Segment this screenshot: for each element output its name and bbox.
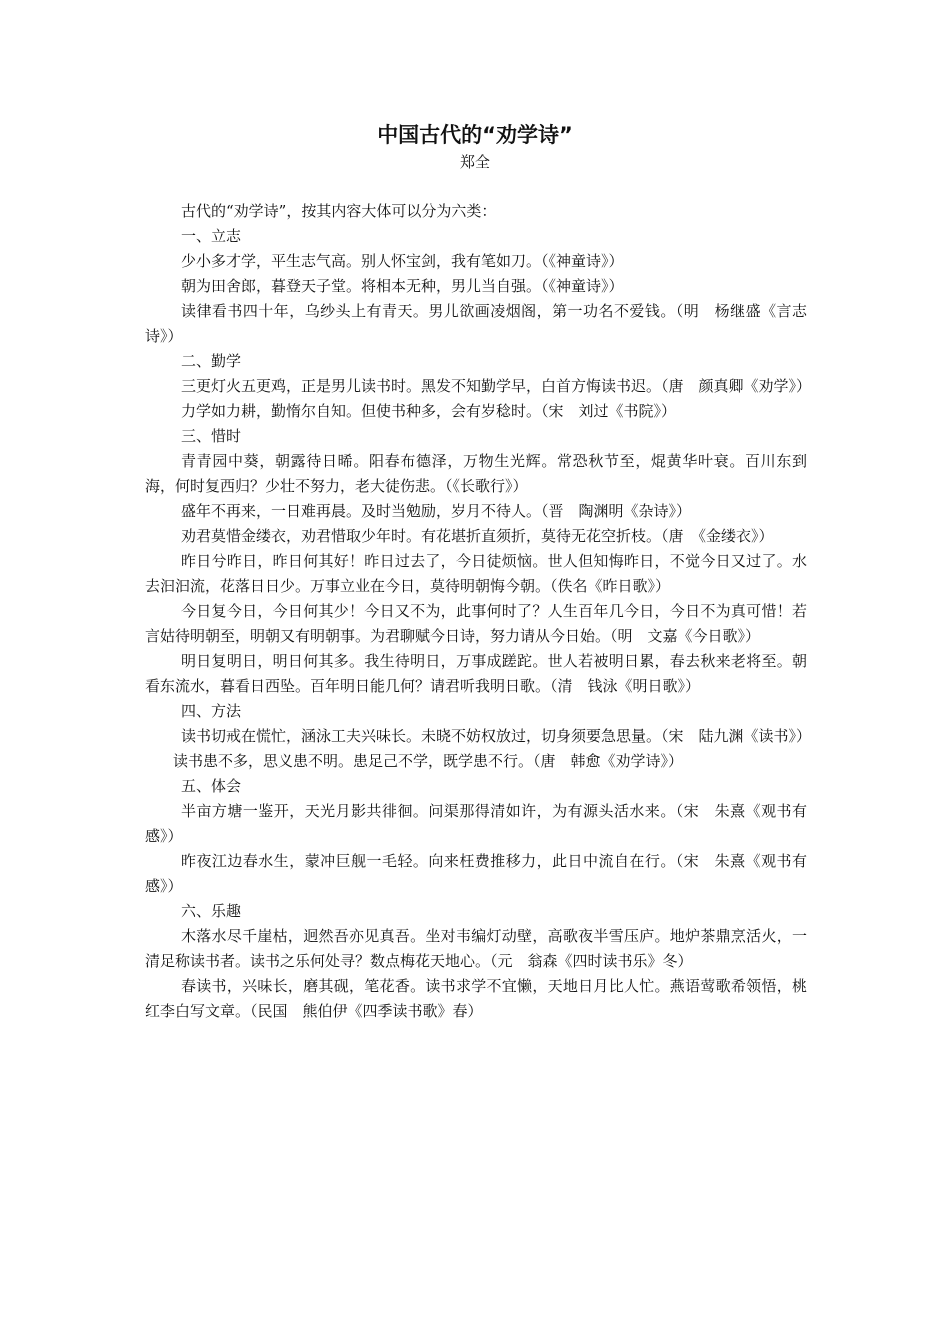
poem-paragraph: 青青园中葵，朝露待日晞。阳春布德泽，万物生光辉。常恐秋节至，焜黄华叶衰。百川东到海，何时复西归？少壮不努力，老大徒伤悲。（《长歌行》） [145,452,807,495]
intro-paragraph: 古代的“劝学诗”，按其内容大体可以分为六类： [181,202,497,220]
poem-paragraph: 读律看书四十年，乌纱头上有青天。男儿欲画凌烟阁，第一功名不爱钱。（明 杨继盛《言志诗》） [145,302,807,345]
poem-paragraph: 半亩方塘一鉴开，天光月影共徘徊。问渠那得清如许，为有源头活水来。（宋 朱熹《观书有感》） [145,802,807,845]
poem-paragraph: 劝君莫惜金缕衣，劝君惜取少年时。有花堪折直须折，莫待无花空折枝。（唐 《金缕衣》） [181,527,774,545]
poem-paragraph: 春读书，兴味长，磨其砚，笔花香。读书求学不宜懒，天地日月比人忙。燕语莺歌希领悟，桃红李白写文章。（民国 熊伯伊《四季读书歌》春） [145,977,807,1020]
section-heading: 二、勤学 [181,352,242,370]
poem-paragraph: 读书患不多，思义患不明。患足己不学，既学患不行。（唐 韩愈《劝学诗》） [173,752,684,770]
poem-paragraph: 盛年不再来，一日难再晨。及时当勉励，岁月不待人。（晋 陶渊明《杂诗》） [181,502,692,520]
poem-paragraph: 明日复明日，明日何其多。我生待明日，万事成蹉跎。世人若被明日累，春去秋来老将至。朝看东流水，暮看日西坠。百年明日能几何？请君听我明日歌。（清 钱泳《明日歌》） [145,652,807,695]
poem-paragraph: 读书切戒在慌忙，涵泳工夫兴味长。未晓不妨权放过，切身须要急思量。（宋 陆九渊《读书》） [181,727,812,745]
poem-paragraph: 朝为田舍郎，暮登天子堂。将相本无种，男儿当自强。（《神童诗》） [181,277,624,295]
poem-paragraph: 昨夜江边春水生，蒙冲巨舰一毛轻。向来枉费推移力，此日中流自在行。（宋 朱熹《观书有感》） [145,852,807,895]
section-heading: 五、体会 [181,777,242,795]
poem-paragraph: 木落水尽千崖枯，迥然吾亦见真吾。坐对韦编灯动壁，高歌夜半雪压庐。地炉茶鼎烹活火，一清足称读书者。读书之乐何处寻？数点梅花天地心。（元 翁森《四时读书乐》冬） [145,927,807,970]
poem-paragraph: 三更灯火五更鸡，正是男儿读书时。黑发不知勤学早，白首方悔读书迟。（唐 颜真卿《劝学》） [181,377,812,395]
document-body [145,199,812,1024]
document-title: 中国古代的“劝学诗” [377,123,573,147]
author-name: 郑全 [459,153,490,171]
section-heading: 一、立志 [181,227,242,245]
poem-paragraph: 今日复今日，今日何其少！今日又不为，此事何时了？人生百年几今日，今日不为真可惜！若言姑待明朝至，明朝又有明朝事。为君聊赋今日诗，努力请从今日始。（明 文嘉《今日歌》） [145,602,807,645]
poem-paragraph: 少小多才学，平生志气高。别人怀宝剑，我有笔如刀。（《神童诗》） [181,252,624,270]
poem-paragraph: 力学如力耕，勤惰尔自知。但使书种多，会有岁稔时。（宋 刘过《书院》） [181,402,677,420]
section-heading: 四、方法 [181,702,242,720]
poem-paragraph: 昨日兮昨日，昨日何其好！昨日过去了，今日徒烦恼。世人但知悔昨日，不觉今日又过了。水去汩汩流，花落日日少。万事立业在今日，莫待明朝悔今朝。（佚名《昨日歌》） [145,552,807,595]
section-heading: 三、惜时 [181,427,242,445]
section-heading: 六、乐趣 [181,902,242,920]
